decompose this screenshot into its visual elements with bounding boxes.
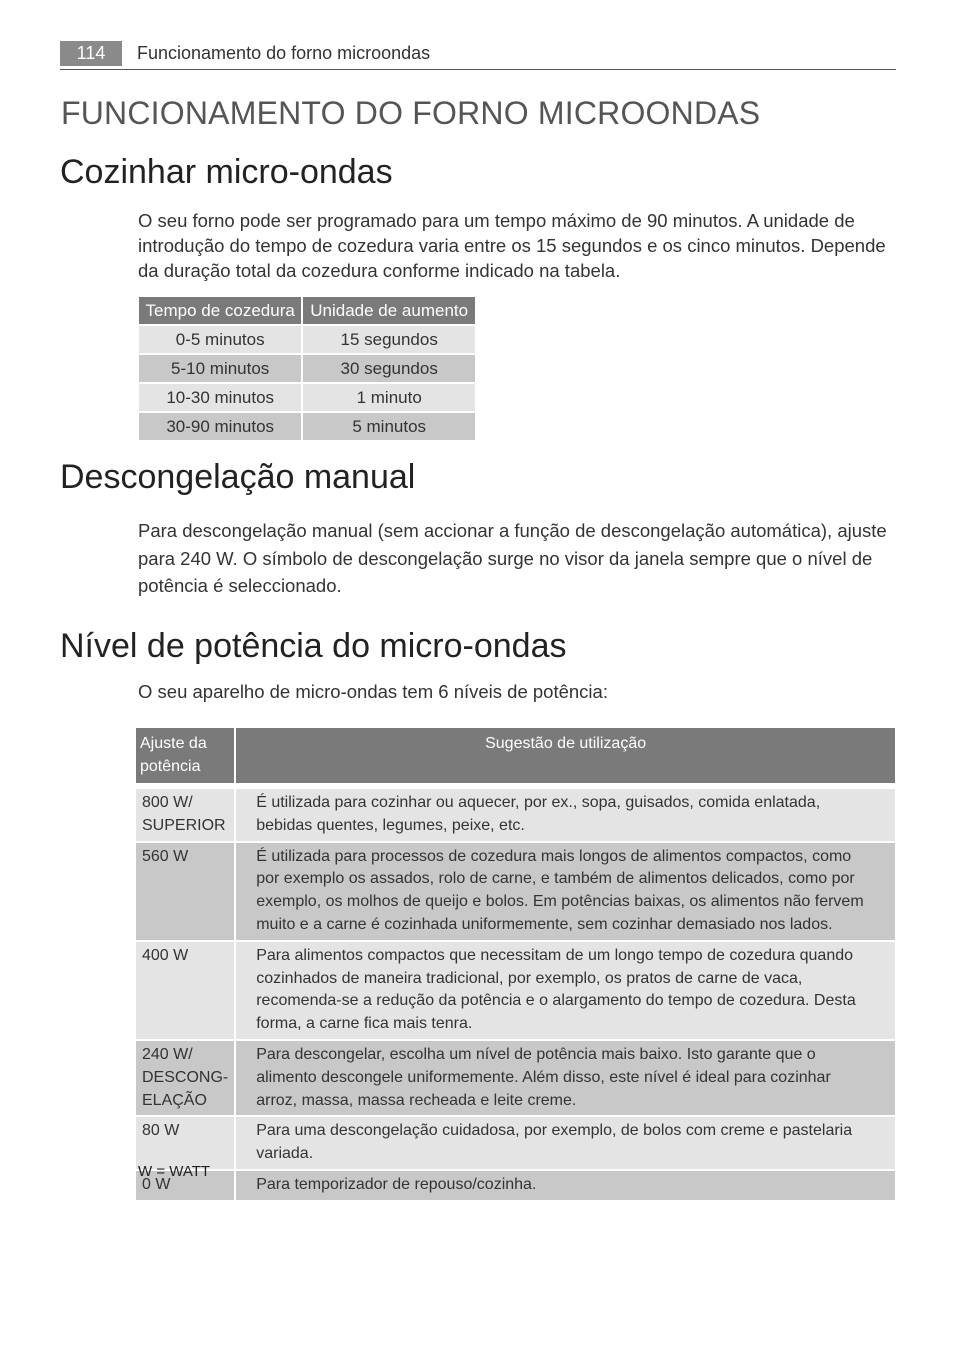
running-title: Funcionamento do forno microondas xyxy=(137,43,431,63)
cell-power-setting: 800 W/ SUPERIOR xyxy=(136,789,234,841)
table-row xyxy=(136,1117,895,1169)
paragraph-cooking: O seu forno pode ser programado para um tempo máximo de 90 minutos. A unidade de introdução do tempo de cozedura varia entre os 15 segundos e os cinco minutos. Depende da duração total da cozedura conforme indicado na tabela. xyxy=(138,210,886,281)
cell-power-setting: 400 W xyxy=(136,942,234,1039)
heading-defrost: Descongelação manual xyxy=(60,458,416,496)
table-row xyxy=(139,413,475,440)
cell-cooking-time: 5-10 minutos xyxy=(139,355,301,382)
cooking-time-table xyxy=(137,295,477,442)
table-row xyxy=(139,384,475,411)
cell-increment: 5 minutos xyxy=(303,413,475,440)
cell-cooking-time: 30-90 minutos xyxy=(139,413,301,440)
heading-power-level: Nível de potência do micro-ondas xyxy=(60,627,567,665)
cell-usage-suggestion: Para uma descongelação cuidadosa, por exemplo, de bolos com creme e pastelaria variada. xyxy=(236,1117,895,1169)
cell-usage-suggestion: Para temporizador de repouso/cozinha. xyxy=(236,1171,895,1200)
section-title: FUNCIONAMENTO DO FORNO MICROONDAS xyxy=(61,95,761,131)
cell-power-setting: 560 W xyxy=(136,843,234,940)
paragraph-power-level: O seu aparelho de micro-ondas tem 6 níveis de potência: xyxy=(138,681,608,702)
cell-cooking-time: 0-5 minutos xyxy=(139,326,301,353)
table-row xyxy=(136,789,895,841)
table-header-row xyxy=(136,728,895,783)
paragraph-defrost: Para descongelação manual (sem accionar a função de descongelação automática), ajuste para 240 W. O símbolo de descongelação surge no visor da janela sempre que o nível de potência é seleccionado. xyxy=(138,520,887,596)
column-header-increment: Unidade de aumento xyxy=(303,297,475,324)
column-header-cooking-time: Tempo de cozedura xyxy=(139,297,301,324)
column-header-usage-suggestion: Sugestão de utilização xyxy=(236,728,895,783)
power-level-table xyxy=(134,726,897,1202)
page-number: 114 xyxy=(60,41,122,66)
cell-usage-suggestion: Para descongelar, escolha um nível de potência mais baixo. Isto garante que o alimento descongele uniformemente. Além disso, este nível é ideal para cozinhar arroz, massa, massa recheada e leite creme. xyxy=(236,1041,895,1115)
page-header xyxy=(60,40,896,70)
table-row xyxy=(136,843,895,940)
table-spacer xyxy=(136,785,895,787)
table-row xyxy=(136,1041,895,1115)
heading-cooking: Cozinhar micro-ondas xyxy=(60,153,393,191)
column-header-power-setting: Ajuste da potência xyxy=(136,728,234,783)
cell-power-setting: 0 W xyxy=(136,1171,234,1200)
cell-power-setting: 240 W/ DESCONG- ELAÇÃO xyxy=(136,1041,234,1115)
table-row xyxy=(139,355,475,382)
cell-usage-suggestion: Para alimentos compactos que necessitam de um longo tempo de cozedura quando cozinhados de maneira tradicional, por exemplo, os pratos de carne de vaca, recomenda-se a redução da potência e o alargamento do tempo de cozedura. Desta forma, a carne fica mais tenra. xyxy=(236,942,895,1039)
cell-power-setting: 80 W xyxy=(136,1117,234,1169)
table-row xyxy=(139,326,475,353)
cell-cooking-time: 10-30 minutos xyxy=(139,384,301,411)
cell-usage-suggestion: É utilizada para cozinhar ou aquecer, por ex., sopa, guisados, comida enlatada, bebidas quentes, legumes, peixe, etc. xyxy=(236,789,895,841)
table-row xyxy=(136,1171,895,1200)
cell-usage-suggestion: É utilizada para processos de cozedura mais longos de alimentos compactos, como por exemplo os assados, rolo de carne, e também de alimentos delicados, como por exemplo, os molhos de queijo e bolos. Em potências baixas, os alimentos não fervem muito e a carne é cozinhada uniformemente, sem cozinhar demasiado nos lados. xyxy=(236,843,895,940)
cell-increment: 1 minuto xyxy=(303,384,475,411)
table-row xyxy=(136,942,895,1039)
table-header-row xyxy=(139,297,475,324)
cell-increment: 30 segundos xyxy=(303,355,475,382)
footnote-watt: W = WATT xyxy=(138,1163,211,1180)
cell-increment: 15 segundos xyxy=(303,326,475,353)
